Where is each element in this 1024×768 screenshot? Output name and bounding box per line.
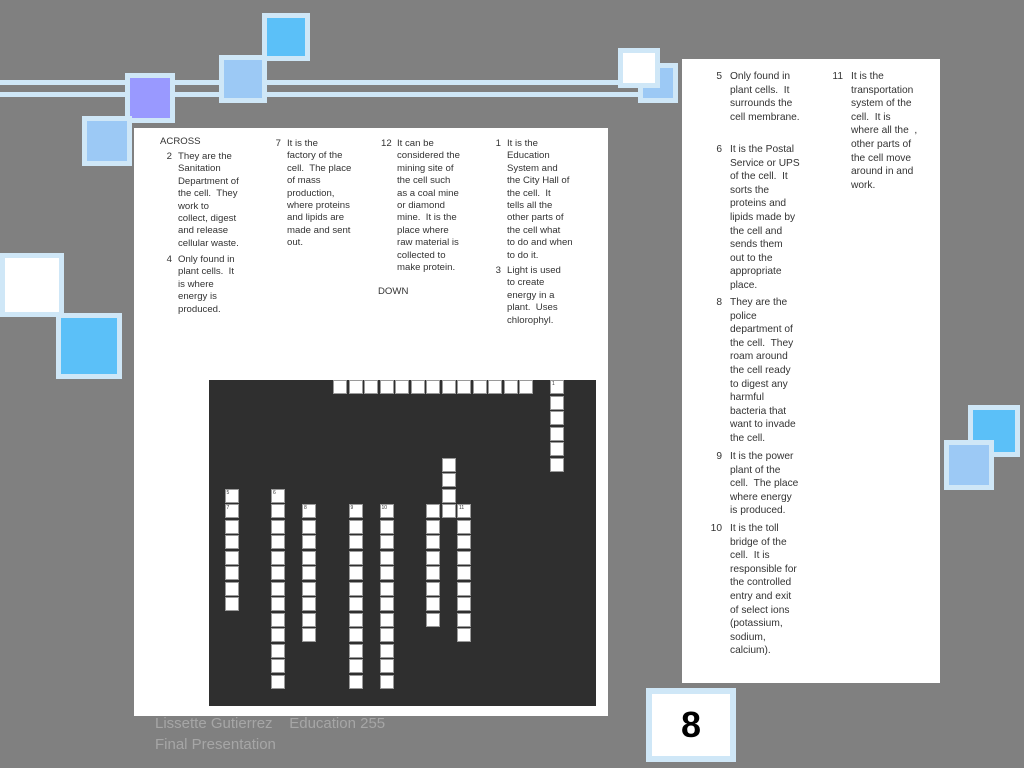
crossword-cell[interactable]	[457, 628, 471, 642]
crossword-cell[interactable]	[380, 504, 394, 518]
crossword-cell[interactable]	[225, 566, 239, 580]
crossword-cell[interactable]	[504, 380, 518, 394]
clue-text: It can be considered the mining site of the cell such as a coal mine or diamond mine. It is the place where raw material is collected to make protein.	[397, 138, 460, 274]
crossword-cell[interactable]	[349, 659, 363, 673]
crossword-cell[interactable]	[411, 380, 425, 394]
crossword-cell[interactable]	[380, 380, 394, 394]
crossword-cell[interactable]	[426, 535, 440, 549]
crossword-cell[interactable]	[426, 566, 440, 580]
crossword-cell[interactable]	[349, 675, 363, 689]
decor-square-white	[0, 253, 64, 317]
crossword-cell[interactable]	[302, 520, 316, 534]
crossword-cell[interactable]	[426, 613, 440, 627]
cell-number: 1	[552, 381, 555, 387]
decor-square-lightblue	[219, 55, 267, 103]
crossword-cell[interactable]	[550, 396, 564, 410]
crossword-cell[interactable]	[225, 551, 239, 565]
decor-line-top	[0, 80, 660, 85]
crossword-cell[interactable]	[271, 520, 285, 534]
crossword-cell[interactable]	[550, 427, 564, 441]
footer-subtitle: Final Presentation	[155, 736, 276, 753]
crossword-cell[interactable]	[380, 551, 394, 565]
clue-text: It is the factory of the cell. The place of mass production, where proteins and lipids are made and sent out.	[287, 138, 352, 249]
crossword-cell[interactable]	[364, 380, 378, 394]
clue-number: 5	[716, 71, 722, 82]
crossword-cell[interactable]	[457, 582, 471, 596]
crossword-cell[interactable]	[271, 644, 285, 658]
crossword-cell[interactable]	[426, 551, 440, 565]
crossword-cell[interactable]	[442, 489, 456, 503]
crossword-cell[interactable]	[271, 628, 285, 642]
crossword-cell[interactable]	[225, 489, 239, 503]
clue-number: 11	[832, 71, 843, 82]
crossword-cell[interactable]	[302, 535, 316, 549]
crossword-cell[interactable]	[457, 566, 471, 580]
clue-text: It is the toll bridge of the cell. It is responsible for the controlled entry and exit of select ions (potassium, sodium, calcium).	[730, 523, 797, 657]
clue-number: 8	[716, 297, 722, 308]
crossword-cell[interactable]	[271, 489, 285, 503]
crossword-cell[interactable]	[426, 380, 440, 394]
across-heading: ACROSS	[160, 136, 201, 147]
crossword-cell[interactable]	[457, 613, 471, 627]
down-heading: DOWN	[378, 286, 409, 297]
crossword-cell[interactable]	[271, 504, 285, 518]
cell-number: 11	[459, 505, 465, 511]
clue-number: 1	[495, 138, 501, 149]
footer-author: Lissette Gutierrez Education 255	[155, 715, 386, 732]
clue-number: 9	[716, 451, 722, 462]
decor-square-white	[618, 48, 660, 88]
clue-text: Only found in plant cells. It surrounds the cell membrane.	[730, 71, 800, 123]
cell-number: 8	[304, 505, 307, 511]
crossword-grid	[209, 380, 596, 706]
crossword-cell[interactable]	[302, 551, 316, 565]
decor-square-lightblue	[82, 116, 132, 166]
decor-square-lightblue	[944, 440, 994, 490]
crossword-cell[interactable]	[550, 411, 564, 425]
crossword-cell[interactable]	[550, 458, 564, 472]
crossword-cell[interactable]	[550, 442, 564, 456]
crossword-cell[interactable]	[349, 582, 363, 596]
crossword-cell[interactable]	[457, 520, 471, 534]
clue-text: It is the Education System and the City Hall of the cell. It tells all the other parts of the cell what to do and when to do it.	[507, 138, 573, 261]
crossword-cell[interactable]	[380, 582, 394, 596]
crossword-cell[interactable]	[225, 535, 239, 549]
crossword-cell[interactable]	[380, 659, 394, 673]
clue-text: It is the power plant of the cell. The place where energy is produced.	[730, 451, 799, 517]
crossword-cell[interactable]	[349, 644, 363, 658]
clue-number: 3	[495, 265, 501, 276]
crossword-cell[interactable]	[380, 644, 394, 658]
crossword-cell[interactable]	[271, 535, 285, 549]
crossword-cell[interactable]	[349, 380, 363, 394]
clue-text: It is the transportation system of the cell. It is where all the , other parts of the cell move around in and work.	[851, 71, 918, 191]
crossword-cell[interactable]	[271, 551, 285, 565]
crossword-cell[interactable]	[271, 582, 285, 596]
crossword-cell[interactable]	[271, 659, 285, 673]
crossword-cell[interactable]	[302, 628, 316, 642]
crossword-cell[interactable]	[442, 458, 456, 472]
crossword-cell[interactable]	[349, 520, 363, 534]
cell-number: 7	[226, 505, 230, 511]
clue-number: 7	[275, 138, 281, 149]
crossword-cell[interactable]	[395, 380, 409, 394]
crossword-cell[interactable]	[442, 504, 456, 518]
crossword-cell[interactable]	[271, 675, 285, 689]
cell-number: 6	[273, 489, 276, 496]
crossword-cell[interactable]	[333, 380, 347, 394]
crossword-cell[interactable]	[302, 504, 316, 518]
crossword-cell[interactable]	[426, 597, 440, 611]
crossword-cell[interactable]	[349, 613, 363, 627]
crossword-cell[interactable]	[380, 566, 394, 580]
crossword-cell[interactable]	[271, 597, 285, 611]
crossword-cell[interactable]	[380, 675, 394, 689]
crossword-cell[interactable]	[225, 582, 239, 596]
clue-number: 2	[166, 151, 172, 162]
decor-line-bottom	[0, 92, 660, 97]
crossword-cell[interactable]	[349, 551, 363, 565]
crossword-cell[interactable]	[457, 380, 471, 394]
clue-number: 4	[166, 254, 172, 265]
crossword-cell[interactable]	[225, 597, 239, 611]
crossword-cell[interactable]	[225, 504, 239, 518]
page-number: 8	[646, 688, 736, 762]
cell-number: 10	[381, 505, 388, 511]
crossword-cell[interactable]	[457, 551, 471, 565]
crossword-cell[interactable]	[302, 566, 316, 580]
crossword-cell[interactable]	[349, 628, 363, 642]
crossword-cell[interactable]	[426, 582, 440, 596]
clue-number: 10	[710, 523, 722, 534]
crossword-cell[interactable]	[457, 597, 471, 611]
clue-text: They are the police department of the cell. They roam around the cell ready to digest any harmful bacteria that want to invade the cell.	[730, 297, 796, 444]
crossword-cell[interactable]	[271, 613, 285, 627]
clue-number: 12	[381, 138, 392, 149]
crossword-cell[interactable]	[349, 566, 363, 580]
clue-text: Only found in plant cells. It is where energy is produced.	[178, 254, 235, 315]
crossword-cell[interactable]	[302, 582, 316, 596]
crossword-cell[interactable]	[457, 504, 471, 518]
decor-square-blue	[56, 313, 122, 379]
crossword-cell[interactable]	[271, 566, 285, 580]
crossword-cell[interactable]	[380, 628, 394, 642]
crossword-cell[interactable]	[380, 613, 394, 627]
crossword-cell[interactable]	[380, 535, 394, 549]
crossword-cell[interactable]	[380, 520, 394, 534]
crossword-cell[interactable]	[488, 380, 502, 394]
clue-text: They are the Sanitation Department of the cell. They work to collect, digest and release cellular waste.	[178, 151, 239, 249]
crossword-cell[interactable]	[380, 597, 394, 611]
cell-number: 9	[350, 505, 354, 511]
crossword-cell[interactable]	[302, 613, 316, 627]
crossword-cell[interactable]	[442, 473, 456, 487]
decor-square-purple	[125, 73, 175, 123]
crossword-cell[interactable]	[225, 520, 239, 534]
crossword-cell[interactable]	[349, 535, 363, 549]
crossword-cell[interactable]	[349, 597, 363, 611]
crossword-cell[interactable]	[519, 380, 533, 394]
crossword-cell[interactable]	[426, 504, 440, 518]
cell-number: 5	[226, 489, 230, 496]
clue-text: Light is used to create energy in a plant. Uses chlorophyl.	[507, 265, 561, 326]
decor-square-blue	[262, 13, 310, 61]
clue-text: It is the Postal Service or UPS of the cell. It sorts the proteins and lipids made by the cell and sends them out to the appropriate place.	[730, 144, 800, 291]
crossword-cell[interactable]	[550, 380, 564, 394]
crossword-cell[interactable]	[349, 504, 363, 518]
crossword-cell[interactable]	[426, 520, 440, 534]
crossword-cell[interactable]	[457, 535, 471, 549]
crossword-cell[interactable]	[302, 597, 316, 611]
crossword-cell[interactable]	[473, 380, 487, 394]
crossword-cell[interactable]	[442, 380, 456, 394]
clue-number: 6	[716, 144, 722, 155]
